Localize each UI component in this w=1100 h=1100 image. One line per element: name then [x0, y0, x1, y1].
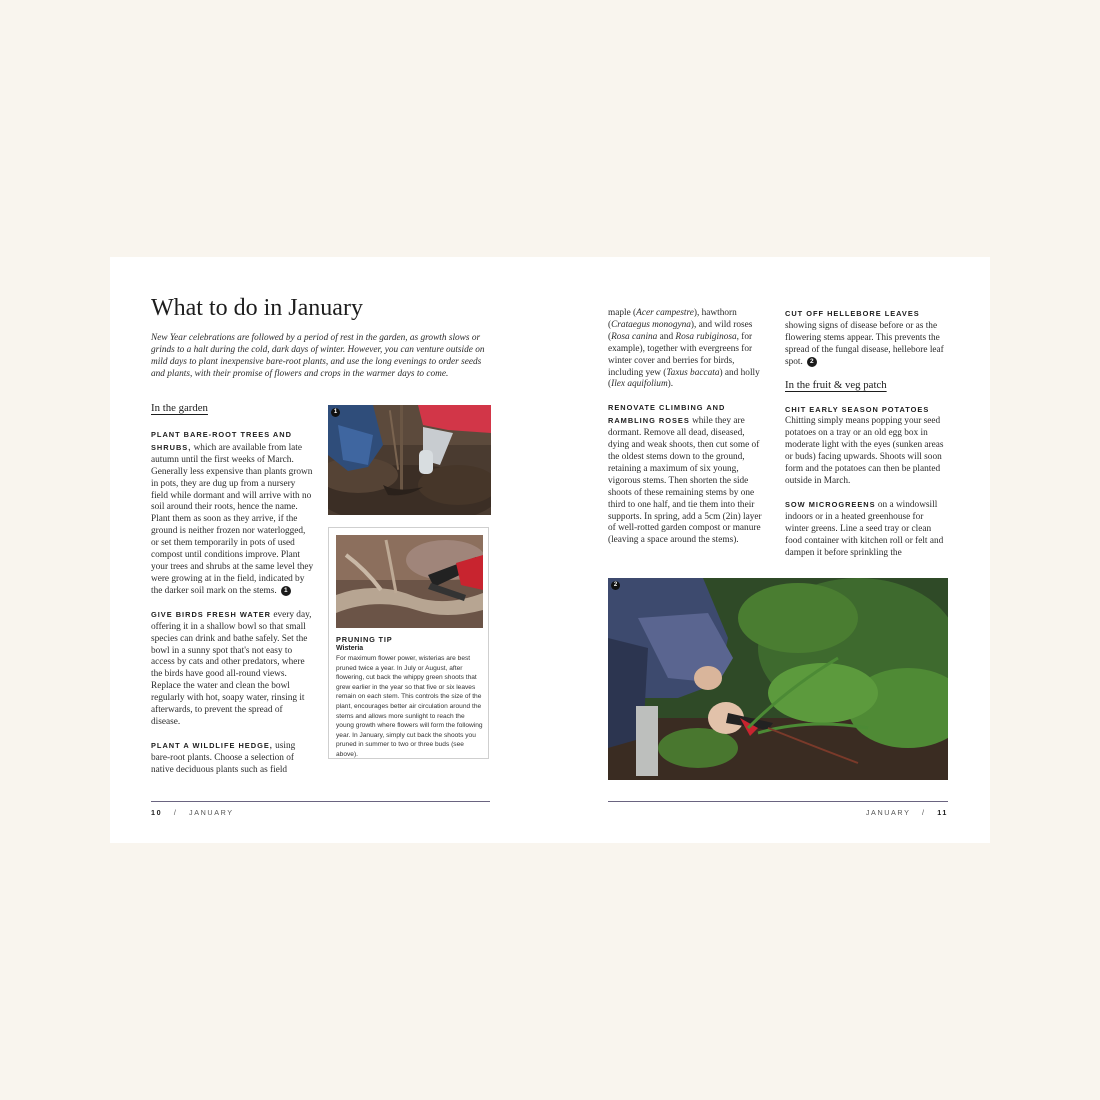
item-body: every day, offering it in a shallow bowl so that small species can drink and bathe safely. Set the bowl in a sunny spot that's not easy to access by cats and other predators, where the birds have good all-round views. Replace the water and clean the bowl regularly with hot, soapy water, rinsing it afterwards, to prevent the spread of disease.	[151, 609, 312, 727]
item-heading: GIVE BIRDS FRESH WATER	[151, 609, 272, 619]
right-text-column-1	[608, 308, 768, 558]
pruning-tip-box	[328, 527, 489, 759]
right-text-column-2	[785, 308, 949, 570]
item-heading: PLANT A WILDLIFE HEDGE,	[151, 740, 273, 750]
item-hellebore	[785, 308, 949, 369]
latin-name: Crataegus monogyna	[611, 319, 691, 330]
pruning-tip-text	[336, 635, 484, 760]
page-number: 11	[937, 808, 948, 817]
intro-paragraph: New Year celebrations are followed by a period of rest in the garden, as growth slows or grinds to a halt during the cold, dark days of winter. However, you can venture outside on mild days to plant inexpensive bare-root plants, and use the long evenings to order seeds and plants, with their promise of flowers and crops in the warmer days to come.	[151, 333, 485, 379]
photo-planting-bare-root	[328, 405, 491, 515]
left-text-column	[151, 429, 314, 788]
item-body: which are available from late autumn until the first weeks of March. Generally less expensive than plants grown in pots, they are dug up from a nursery field while dormant and will arrive with no soil around their roots, hence the name. Plant them as soon as they arrive, if the ground is neither frozen nor waterlogged, or set them temporarily in pots of used compost until conditions improve. Plant your trees and shrubs at the same level they were growing at in the field, indicated by the darker soil mark on the stems.	[151, 442, 314, 596]
folio-right	[866, 808, 948, 817]
folio-separator: /	[921, 808, 926, 817]
text-run: ), hawthorn (	[608, 308, 737, 330]
text-run: ) and holly (	[608, 367, 760, 390]
photo-hellebore-leaves	[608, 578, 948, 780]
latin-name: Acer campestre	[636, 308, 694, 318]
item-chit-potatoes	[785, 404, 949, 488]
footer-rule-right	[608, 801, 948, 802]
item-heading: PLANT BARE-ROOT TREES AND SHRUBS,	[151, 430, 292, 452]
item-heading: CHIT EARLY SEASON POTATOES	[785, 404, 930, 414]
folio-left	[151, 808, 234, 817]
item-microgreens	[785, 499, 949, 560]
page-title: What to do in January	[151, 295, 363, 321]
latin-name: Taxus baccata	[666, 367, 720, 378]
text-run: ).	[667, 379, 674, 390]
item-heading: RENOVATE CLIMBING AND RAMBLING ROSES	[608, 403, 726, 426]
footer-rule-left	[151, 801, 490, 802]
item-wildlife-hedge	[151, 740, 314, 777]
item-body: on a windowsill indoors or in a heated greenhouse for winter greens. Line a seed tray or clean food container with kitchen roll or felt and dampen it before sprinkling the	[785, 499, 944, 558]
folio-label: JANUARY	[189, 808, 234, 817]
page-number: 10	[151, 808, 163, 817]
latin-name: Ilex aquifolium	[611, 379, 668, 390]
item-heading: SOW MICROGREENS	[785, 499, 876, 509]
hedge-continuation	[608, 308, 768, 391]
item-renovate-roses	[608, 402, 768, 547]
photo-ref-badge: 1	[281, 586, 291, 596]
photo-ref-badge: 2	[807, 357, 817, 367]
folio-label: JANUARY	[865, 808, 911, 817]
tip-subheading: Wisteria	[336, 645, 364, 652]
tip-heading: PRUNING TIP	[336, 635, 393, 644]
section-heading-fruit-veg: In the fruit & veg patch	[785, 378, 887, 391]
photo-wisteria-pruning	[336, 535, 483, 628]
photo-badge: 1	[331, 408, 340, 417]
book-spread	[110, 257, 990, 843]
text-run: ), and wild roses (	[608, 319, 753, 342]
text-run: , for example), together with evergreens for winter cover and berries for birds, including yew (	[608, 331, 753, 378]
photo-badge: 2	[611, 581, 620, 590]
item-heading: CUT OFF HELLEBORE LEAVES	[785, 309, 920, 318]
item-body: showing signs of disease before or as the flowering stems appear. This prevents the spread of the fungal disease, hellebore leaf spot.	[785, 320, 944, 367]
item-body: while they are dormant. Remove all dead, diseased, dying and weak shoots, then cut some of the oldest stems down to the ground, retaining a maximum of six young, vigorous stems. Then shorten the side shoots of these remaining stems by one third to one half, and tie them into their supports. In spring, add a 5cm (2in) layer of well-rotted garden compost or manure (leaving a space around the stems).	[608, 416, 762, 546]
text-run: maple (	[608, 308, 637, 318]
item-bare-root	[151, 429, 314, 598]
item-body: using bare-root plants. Choose a selection of native deciduous plants such as field	[151, 740, 296, 775]
text-run: and	[657, 331, 676, 342]
item-birds-water	[151, 609, 314, 729]
section-heading-garden: In the garden	[151, 402, 208, 414]
latin-name: Rosa rubiginosa	[675, 331, 737, 342]
tip-body: For maximum flower power, wisterias are best pruned twice a year. In July or August, after flowering, cut back the whippy green shoots that grew earlier in the year so that five or six leaves remain on each stem. This controls the size of the plant, encourages better air circulation around the stems and allows more sunlight to reach the young growth where flowers will form the following year. In January, simply cut back the shoots you pruned in summer to two or three buds (see above).	[336, 655, 483, 758]
folio-separator: /	[173, 808, 178, 817]
item-body: Chitting simply means popping your seed potatoes on a tray or an old egg box in moderate light with the eyes (sunken areas or buds) facing upwards. Shoots will soon form and the potatoes can then be planted outside in March.	[785, 416, 944, 487]
latin-name: Rosa canina	[611, 331, 658, 342]
